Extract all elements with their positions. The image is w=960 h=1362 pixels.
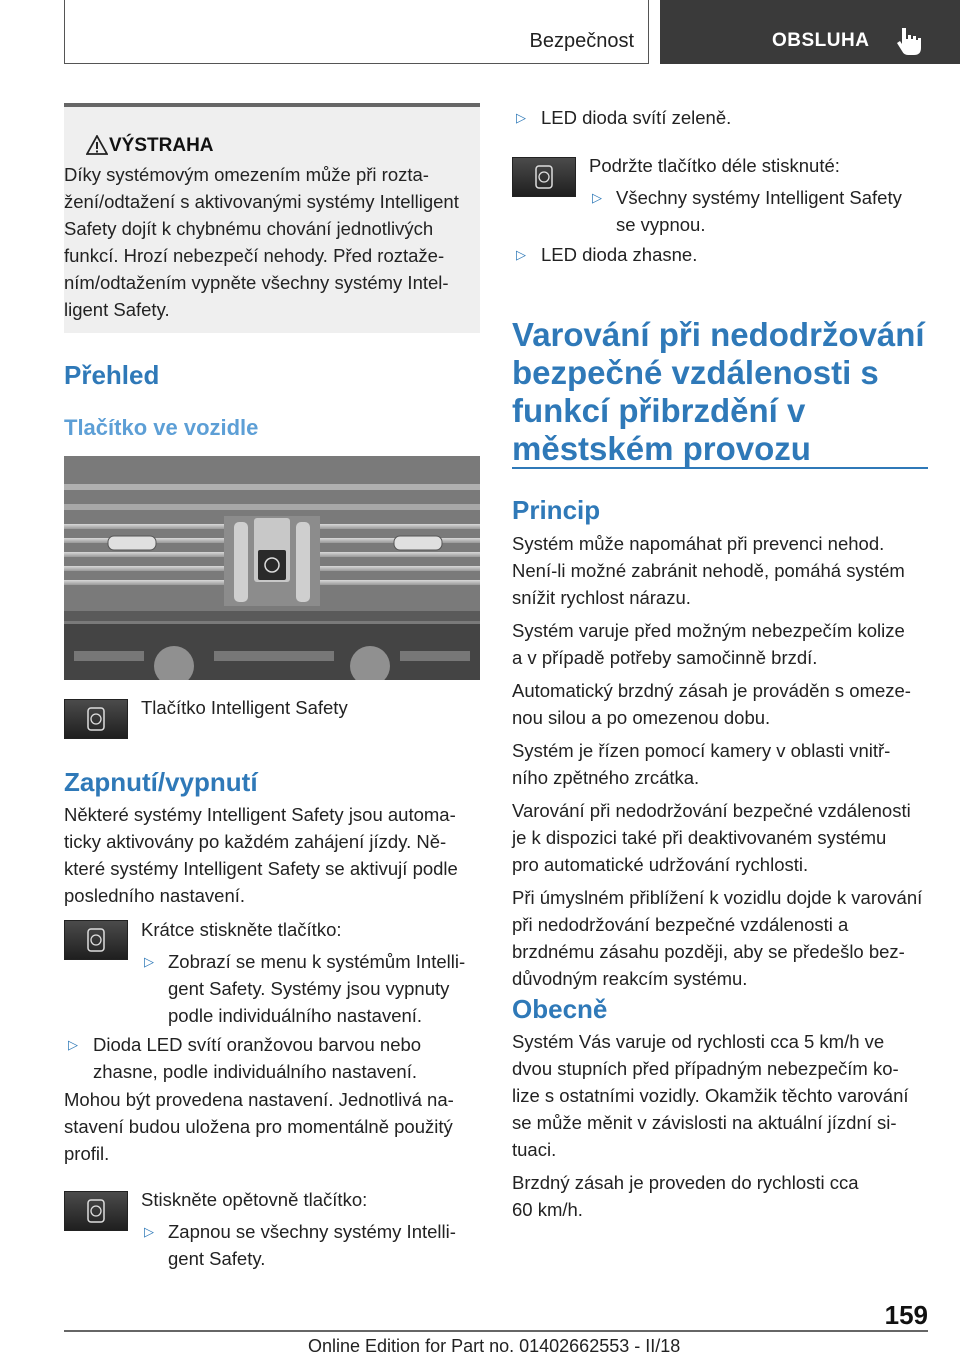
warning-box — [64, 103, 480, 333]
heading-princip: Princip — [512, 495, 601, 525]
bullet-arrow-icon: ▷ — [516, 110, 526, 125]
header-section-title: Bezpečnost — [529, 30, 634, 52]
page-number: 159 — [884, 1300, 928, 1330]
heading-tlacitko-ve-vozidle: Tlačítko ve vozidle — [64, 415, 259, 440]
step-long-press: Podržte tlačítko déle stisknuté: — [589, 155, 840, 176]
bullet-arrow-icon: ▷ — [592, 190, 602, 205]
heading-obecne: Obecně — [512, 994, 608, 1024]
heading-zapnuti-vypnuti: Zapnutí/vypnutí — [64, 767, 258, 797]
warning-text: Díky systémovým omezením může při rozta- žení/odtažení s aktivovanými systémy Intelligent Safety dojít k chybnému chování jednotlivých funkcí. Hrozí nebezpečí nehody. Před roztaže- ním/odtažením vypněte všechny systémy Intel- ligent Safety. — [64, 164, 459, 320]
warning-triangle-icon — [86, 135, 108, 155]
heading-distance-warning: Varování při nedodržování bezpečné vzdálenosti s funkcí přibrzdění v městském provozu — [512, 316, 925, 467]
button-caption: Tlačítko Intelligent Safety — [141, 697, 348, 718]
pointing-hand-icon — [896, 26, 922, 56]
intelligent-safety-button-icon — [64, 920, 128, 960]
heading-rule — [512, 467, 928, 469]
header-chapter-title: OBSLUHA — [772, 30, 870, 51]
step-press-again: Stiskněte opětovně tlačítko: — [141, 1189, 368, 1210]
intelligent-safety-button-icon — [512, 157, 576, 197]
header-chapter-box — [660, 0, 960, 64]
bullet-arrow-icon: ▷ — [516, 247, 526, 262]
header-section-box — [64, 0, 649, 64]
bullet-led-orange: Dioda LED svítí oranžovou barvou nebo zhasne, podle individuálního nastavení. — [93, 1034, 422, 1082]
intelligent-safety-button-icon — [64, 1191, 128, 1231]
bullet-led-green: LED dioda svítí zeleně. — [541, 107, 732, 128]
footer-edition: Online Edition for Part no. 01402662553 - II/18 — [308, 1336, 681, 1356]
heading-prehled: Přehled — [64, 360, 160, 390]
step-short-press: Krátce stiskněte tlačítko: — [141, 919, 342, 940]
bullet-arrow-icon: ▷ — [68, 1037, 78, 1052]
paragraph-auto-activation: Některé systémy Intelligent Safety jsou automa- ticky aktivovány po každém zahájení jízdy. Ně- které systémy Intelligent Safety se aktivují podle posledního nastavení. — [64, 804, 458, 906]
intelligent-safety-button-icon — [64, 699, 128, 739]
bullet-menu-shown: Zobrazí se menu k systémům Intelli- gent Safety. Systémy jsou vypnuty podle individuálního nastavení. — [168, 951, 466, 1026]
bullet-all-on: Zapnou se všechny systémy Intelli- gent Safety. — [168, 1221, 456, 1269]
footer-rule — [64, 1330, 928, 1332]
warning-title: VÝSTRAHA — [109, 135, 214, 156]
princip-text: Systém může napomáhat při prevenci nehod. Není-li možné zabránit nehodě, pomáhá systém snížit rychlost nárazu. Systém varuje před možným nebezpečím kolize a v případě potřeby samočinně brzdí. Automatický brzdný zásah je prováděn s omeze- nou silou a po omezenou dobu. Systém je řízen pomocí kamery v oblasti vnitř- ního zpětného zrcátka. Varování při nedodržování bezpečné vzdálenosti je k dispozici také při deaktivovaném systému pro automatické udržování rychlosti. Při úmyslném přiblížení k vozidlu dojde k varování při nedodržování bezpečné vzdálenosti a brzdnému zásahu později, aby se předešlo bez- důvodným reakcím systému. — [512, 533, 923, 989]
paragraph-settings: Mohou být provedena nastavení. Jednotlivá na- stavení budou uložena pro momentálně použitý profil. — [64, 1089, 454, 1164]
dashboard-photo — [64, 456, 480, 680]
bullet-all-off: Všechny systémy Intelligent Safety se vypnou. — [616, 187, 902, 235]
bullet-arrow-icon: ▷ — [144, 1224, 154, 1239]
bullet-arrow-icon: ▷ — [144, 954, 154, 969]
obecne-text: Systém Vás varuje od rychlosti cca 5 km/h ve dvou stupních před případným nebezpečím ko- lize s ostatními vozidly. Okamžik těchto varování se může měnit v závislosti na aktuální jízdní si- tuaci. Brzdný zásah je proveden do rychlosti cca 60 km/h. — [512, 1031, 909, 1220]
bullet-led-off: LED dioda zhasne. — [541, 244, 698, 265]
